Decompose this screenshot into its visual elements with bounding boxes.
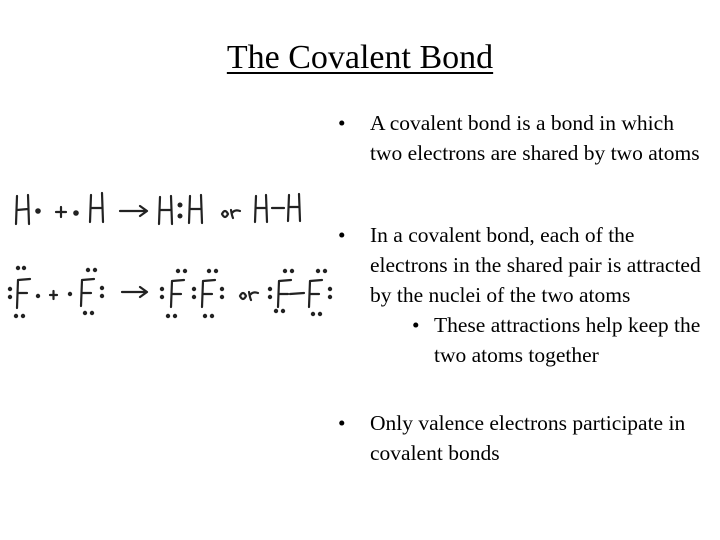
bullet-item [338, 108, 708, 168]
bullet-text: A covalent bond is a bond in which two electrons are shared by two atoms [370, 111, 700, 165]
bullet-text: In a covalent bond, each of the electrons in the shared pair is attracted by the nuclei of the two atoms [370, 223, 701, 307]
h2-equation-sketch [16, 193, 300, 224]
handwritten-lewis-structures [0, 0, 340, 540]
bullet-item [338, 408, 708, 468]
bullet-marker: • [338, 111, 346, 135]
sub-bullet-marker: • [412, 313, 420, 337]
f2-equation-sketch [8, 266, 332, 318]
bullet-item [338, 220, 708, 370]
slide-title: The Covalent Bond [226, 39, 494, 76]
sub-bullet-text: These attractions help keep the two atoms together [434, 313, 701, 367]
sub-bullet-item [370, 310, 708, 370]
bullet-marker: • [338, 223, 346, 247]
bullet-list [338, 108, 708, 468]
bullet-text: Only valence electrons participate in covalent bonds [370, 411, 686, 465]
bullet-marker: • [338, 411, 346, 435]
